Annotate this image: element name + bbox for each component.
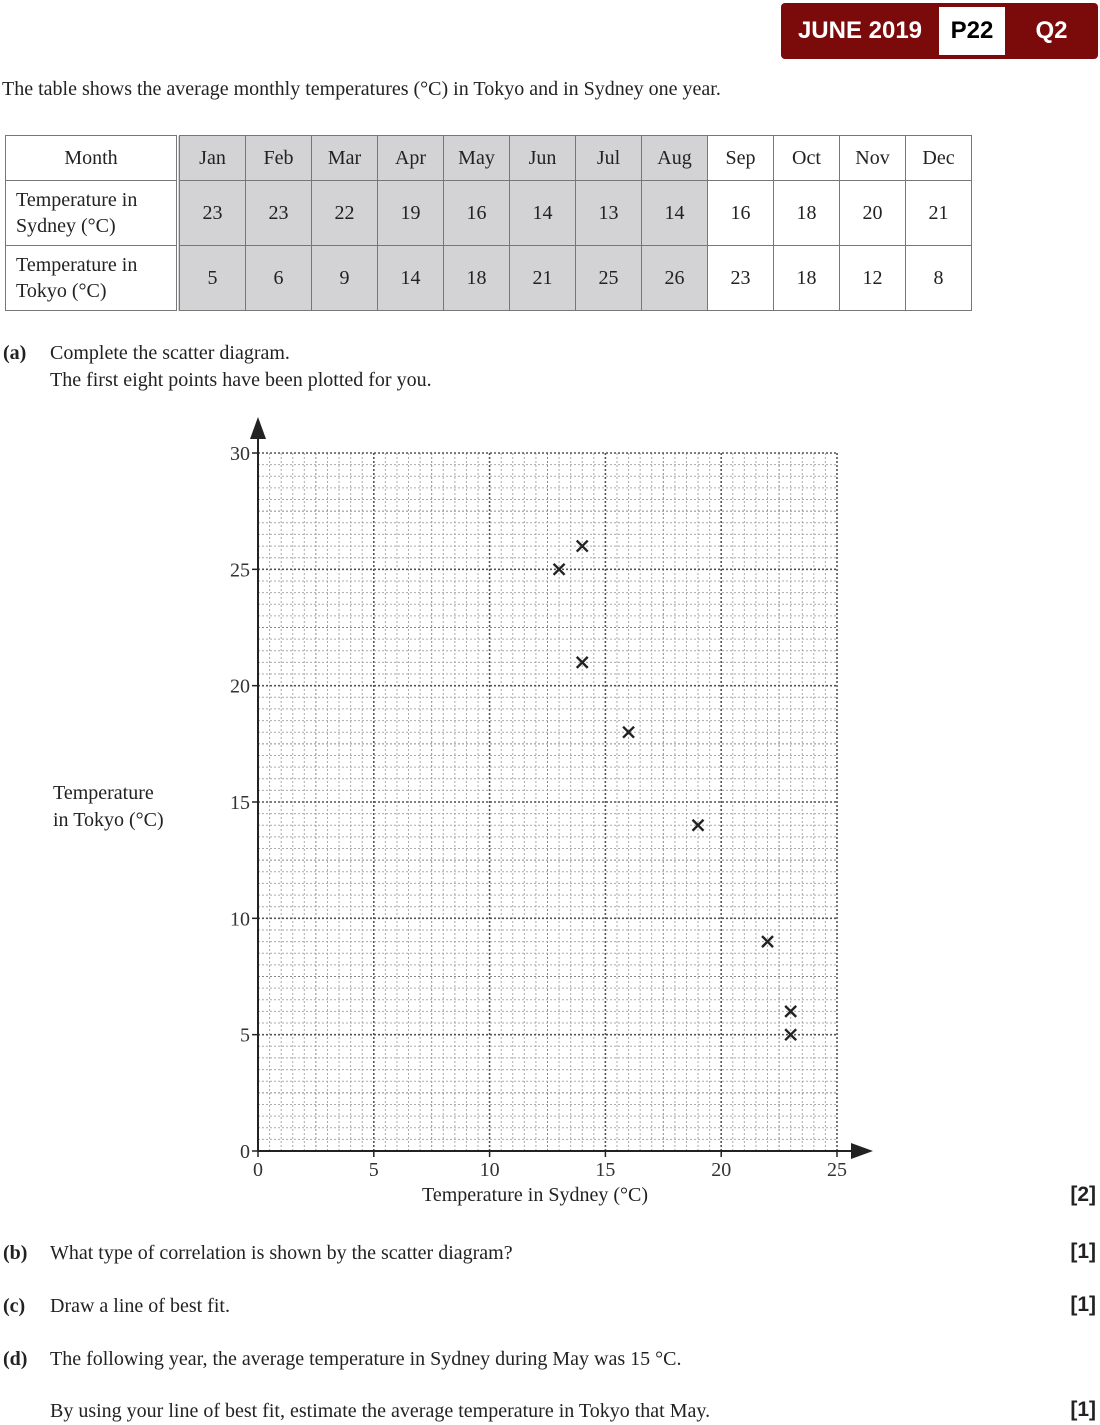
table-cell: 20 <box>840 181 906 246</box>
y-tick-label: 30 <box>230 443 250 465</box>
question-d-label: (d) <box>3 1348 28 1370</box>
table-cell: 26 <box>642 246 708 311</box>
month-header-aug: Aug <box>642 136 708 181</box>
table-header-label: Month <box>6 136 179 181</box>
month-header-nov: Nov <box>840 136 906 181</box>
x-tick-label: 20 <box>711 1159 732 1181</box>
badge-question: Q2 <box>1035 17 1068 44</box>
table-cell: 18 <box>444 246 510 311</box>
question-a-line1: Complete the scatter diagram. <box>50 342 290 364</box>
marks-a: [2] <box>1070 1183 1096 1206</box>
intro-text: The table shows the average monthly temperatures (°C) in Tokyo and in Sydney one year. <box>2 78 721 100</box>
table-cell: 5 <box>178 246 246 311</box>
y-tick-label: 15 <box>230 792 250 814</box>
row-label-tokyo: Temperature in Tokyo (°C) <box>6 246 179 311</box>
table-cell: 22 <box>312 181 378 246</box>
table-cell: 14 <box>378 246 444 311</box>
question-c-text: Draw a line of best fit. <box>50 1295 230 1317</box>
x-tick-label: 0 <box>253 1159 263 1181</box>
x-tick-label: 15 <box>595 1159 616 1181</box>
y-tick-label: 0 <box>240 1141 250 1163</box>
x-axis-arrow-icon <box>851 1143 873 1159</box>
x-tick-label: 10 <box>479 1159 500 1181</box>
table-cell: 23 <box>246 181 312 246</box>
x-axis-label: Temperature in Sydney (°C) <box>422 1184 648 1206</box>
data-point-x-marker <box>623 727 634 738</box>
question-b-label: (b) <box>3 1242 28 1264</box>
month-header-feb: Feb <box>246 136 312 181</box>
table-cell: 16 <box>444 181 510 246</box>
month-header-mar: Mar <box>312 136 378 181</box>
question-d-line2: By using your line of best fit, estimate the average temperature in Tokyo that May. <box>50 1400 711 1422</box>
month-header-sep: Sep <box>708 136 774 181</box>
y-axis-arrow-icon <box>250 417 266 439</box>
table-cell: 8 <box>906 246 972 311</box>
table-cell: 6 <box>246 246 312 311</box>
table-cell: 18 <box>774 181 840 246</box>
badge-session: JUNE 2019 <box>797 17 923 44</box>
table-cell: 12 <box>840 246 906 311</box>
question-c-label: (c) <box>3 1295 26 1317</box>
table-cell: 19 <box>378 181 444 246</box>
x-tick-label: 5 <box>368 1159 379 1181</box>
question-a-label: (a) <box>3 342 27 364</box>
table-cell: 25 <box>576 246 642 311</box>
month-header-dec: Dec <box>906 136 972 181</box>
y-tick-label: 5 <box>240 1024 250 1047</box>
table-cell: 21 <box>906 181 972 246</box>
table-cell: 23 <box>708 246 774 311</box>
table-cell: 21 <box>510 246 576 311</box>
y-tick-label: 25 <box>230 559 250 582</box>
badge-paper: P22 <box>939 7 1005 55</box>
month-header-may: May <box>444 136 510 181</box>
table-cell: 23 <box>178 181 246 246</box>
y-axis-label: Temperature in Tokyo (°C) <box>53 782 164 831</box>
month-header-jul: Jul <box>576 136 642 181</box>
table-cell: 13 <box>576 181 642 246</box>
x-tick-label: 25 <box>827 1159 847 1181</box>
marks-b: [1] <box>1070 1240 1096 1263</box>
month-header-jun: Jun <box>510 136 576 181</box>
marks-d: [1] <box>1070 1398 1096 1421</box>
question-d-line1: The following year, the average temperature in Sydney during May was 15 °C. <box>50 1348 682 1370</box>
marks-c: [1] <box>1070 1293 1096 1316</box>
row-label-sydney: Temperature in Sydney (°C) <box>6 181 179 246</box>
question-b-text: What type of correlation is shown by the scatter diagram? <box>50 1242 513 1264</box>
month-header-apr: Apr <box>378 136 444 181</box>
y-tick-label: 10 <box>230 908 250 931</box>
month-header-jan: Jan <box>178 136 246 181</box>
y-tick-label: 20 <box>230 675 250 698</box>
table-cell: 18 <box>774 246 840 311</box>
table-cell: 9 <box>312 246 378 311</box>
table-cell: 14 <box>510 181 576 246</box>
question-a-line2: The first eight points have been plotted for you. <box>50 369 432 391</box>
month-header-oct: Oct <box>774 136 840 181</box>
table-cell: 14 <box>642 181 708 246</box>
table-cell: 16 <box>708 181 774 246</box>
